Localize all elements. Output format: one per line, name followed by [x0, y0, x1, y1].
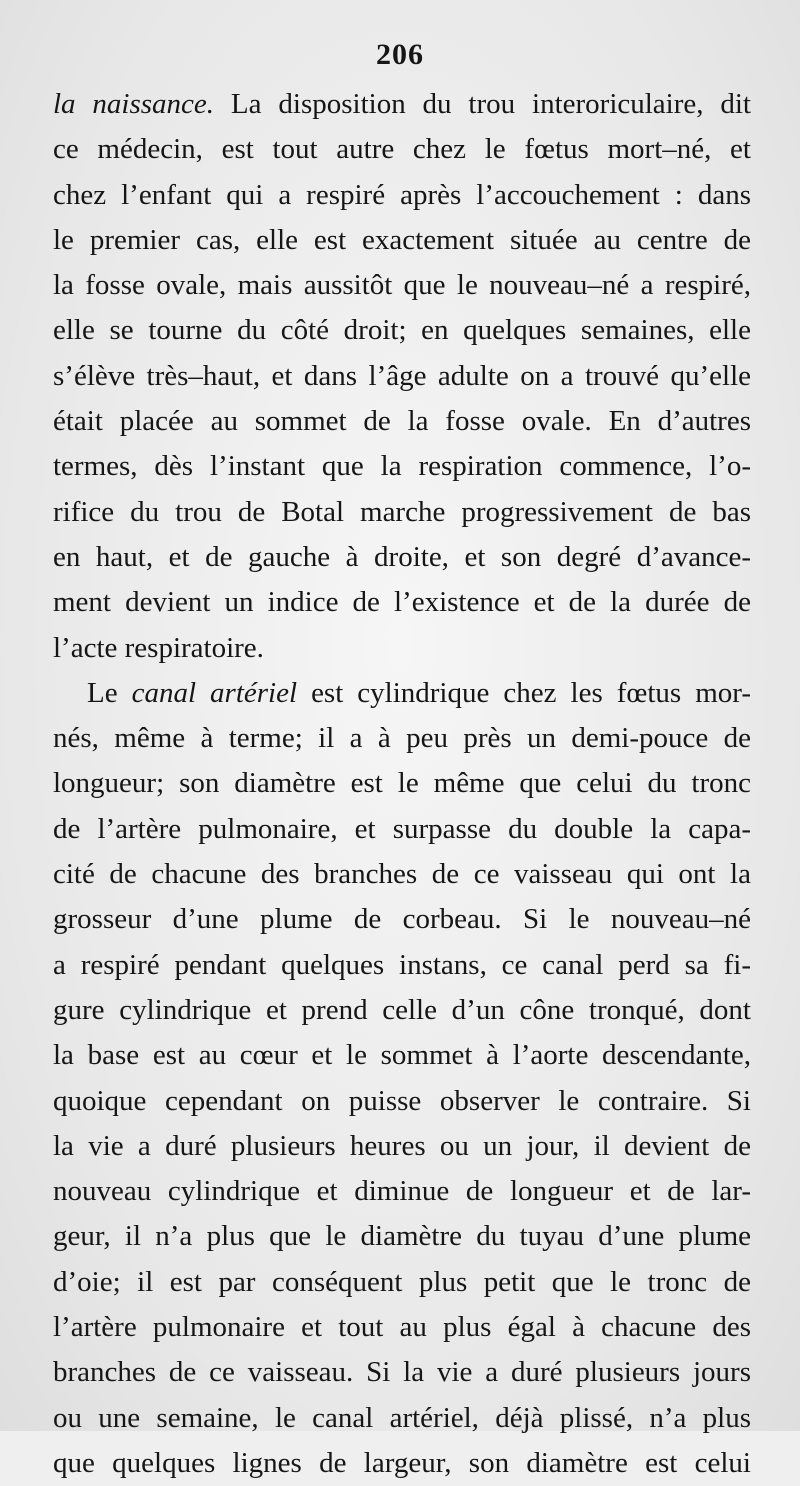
text-line	[53, 354, 751, 399]
text-run: de l’artère pulmonaire, et surpasse du double la capa-	[53, 812, 751, 845]
text-run: a respiré pendant quelques instans, ce canal perd sa fi-	[53, 948, 751, 981]
text-line	[53, 1169, 751, 1214]
text-line	[53, 580, 751, 625]
text-line	[53, 127, 751, 172]
text-line	[53, 671, 751, 716]
text-line	[53, 218, 751, 263]
text-line	[53, 897, 751, 942]
text-run: en haut, et de gauche à droite, et son degré d’avance-	[53, 540, 751, 573]
text-run: la vie a duré plusieurs heures ou un jour, il devient de	[53, 1129, 751, 1162]
text-line	[53, 1350, 751, 1395]
text-run: rifice du trou de Botal marche progressivement de bas	[53, 495, 751, 528]
text-line	[53, 943, 751, 988]
text-line	[53, 852, 751, 897]
text-run: Le	[87, 676, 132, 709]
text-run: le premier cas, elle est exactement située au centre de	[53, 223, 751, 256]
text-line	[53, 490, 751, 535]
text-line	[53, 807, 751, 852]
italic-term: canal artériel	[131, 676, 298, 709]
text-run: ce médecin, est tout autre chez le fœtus mort–né, et	[53, 133, 751, 166]
text-run: l’artère pulmonaire et tout au plus égal à chacune des	[53, 1311, 751, 1344]
text-run: était placée au sommet de la fosse ovale. En d’autres	[53, 405, 751, 438]
text-line	[53, 1260, 751, 1305]
text-line	[53, 1033, 751, 1078]
text-line	[53, 761, 751, 806]
text-line	[53, 82, 751, 127]
text-line	[53, 444, 751, 489]
text-line	[53, 263, 751, 308]
text-run: termes, dès l’instant que la respiration commence, l’o-	[53, 450, 751, 483]
text-line	[53, 173, 751, 218]
text-line	[53, 1305, 751, 1350]
text-run: ment devient un indice de l’existence et de la durée de	[53, 586, 751, 619]
text-run: geur, il n’a plus que le diamètre du tuyau d’une plume	[53, 1220, 751, 1253]
text-run: branches de ce vaisseau. Si la vie a duré plusieurs jours	[53, 1356, 751, 1389]
text-run: gure cylindrique et prend celle d’un cône tronqué, dont	[53, 993, 751, 1026]
text-run: l’acte respiratoire.	[53, 631, 264, 664]
italic-term: la naissance.	[53, 88, 215, 120]
text-line	[53, 1441, 751, 1486]
text-line	[53, 1396, 751, 1441]
text-run: chez l’enfant qui a respiré après l’accouchement : dans	[53, 178, 751, 211]
text-run: grosseur d’une plume de corbeau. Si le nouveau–né	[53, 903, 751, 936]
text-run: ou une semaine, le canal artériel, déjà plissé, n’a plus	[53, 1401, 751, 1434]
text-run: s’élève très–haut, et dans l’âge adulte on a trouvé qu’elle	[53, 359, 751, 392]
text-run: est cylindrique chez les fœtus mor-	[297, 676, 751, 709]
text-line	[53, 716, 751, 761]
body-text	[53, 82, 751, 1486]
text-run: elle se tourne du côté droit; en quelques semaines, elle	[53, 314, 751, 347]
text-line	[53, 988, 751, 1033]
text-line	[53, 1124, 751, 1169]
text-run: nouveau cylindrique et diminue de longueur et de lar-	[53, 1175, 751, 1208]
text-run: la fosse ovale, mais aussitôt que le nouveau–né a respiré,	[53, 269, 751, 302]
text-run: La disposition du trou interoriculaire, dit	[214, 88, 751, 120]
text-run: quoique cependant on puisse observer le contraire. Si	[53, 1084, 751, 1117]
text-run: nés, même à terme; il a à peu près un demi-pouce de	[53, 722, 751, 755]
page-number: 206	[376, 38, 424, 71]
text-line	[53, 399, 751, 444]
text-line	[53, 626, 751, 671]
text-run: que quelques lignes de largeur, son diamètre est celui	[53, 1446, 751, 1479]
text-line	[53, 535, 751, 580]
text-run: cité de chacune des branches de ce vaisseau qui ont la	[53, 858, 751, 891]
text-run: la base est au cœur et le sommet à l’aorte descendante,	[53, 1039, 751, 1072]
text-line	[53, 1214, 751, 1259]
text-run: d’oie; il est par conséquent plus petit que le tronc de	[53, 1265, 751, 1298]
text-line	[53, 1079, 751, 1124]
text-line	[53, 308, 751, 353]
text-run: longueur; son diamètre est le même que celui du tronc	[53, 767, 751, 800]
